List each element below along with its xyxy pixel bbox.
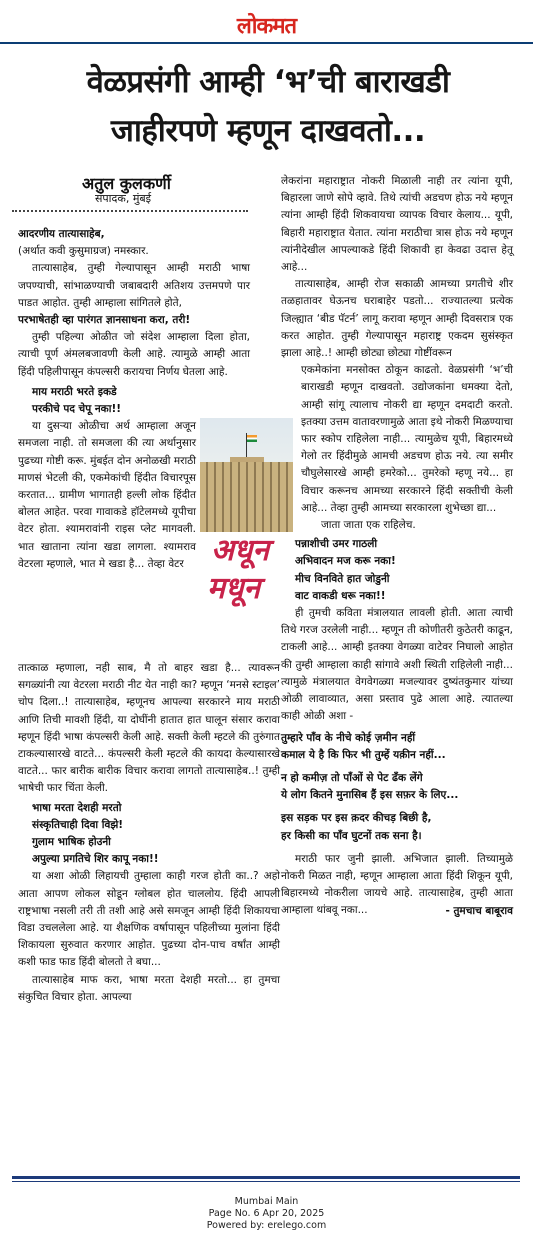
paragraph: तात्यासाहेब, तुम्ही गेल्यापासून आम्ही मराठी भाषा जपण्याची, सांभाळण्याची जबाबदारी अतिशय उत्तमपणे पार पाडत आहोत. तुम्ही आम्हाला सांगितले होते, xyxy=(18,262,250,309)
paragraph: एकमेकांना मनसोक्त ठोकून काढतो. वेळप्रसंगी ‘भ’ची बाराखडी म्हणून दाखवतो. उद्योजकांना धमक्या देतो, आम्ही सांगू त्यालाच नोकरी द्या म्हणून दमदाटी करतो. इतक्या उत्तम वातावरणामुळे आता इथे नोकरी मिळण्याचा फार स्कोप राहिलेला नाही... त्यामुळेच यूपी, बिहारमध्ये गेलो तर हिंदीमुळे आमची अडचण होऊ नये. त्या समीर चौघुलेसारखे आम्ही हमरेको... तुमरेको म्हणू नये... हा विचार करूनच आमच्या सरकारने हिंदी सक्तीची केली आहे... तेव्हा तुम्ही आमच्या सरकारला शुभेच्छा द्या... xyxy=(301,364,513,514)
article-column-right xyxy=(281,173,513,920)
poem-line: परकीचे पद चेपू नका!! xyxy=(32,403,122,416)
mantralaya-photo xyxy=(200,418,293,532)
verse-line: इस सड़क पर इस क़दर कीचड़ बिछी है, xyxy=(281,812,432,825)
edition-label: Mumbai Main xyxy=(234,1196,299,1207)
poem-line: मीच विनविते हात जोडुनी xyxy=(295,572,390,585)
poem-line: परभाषेतही व्हा पारंगत ज्ञानसाधना करा, तरी! xyxy=(18,314,191,327)
poem-line: अभिवादन मज करू नका! xyxy=(295,555,396,568)
paragraph: तात्यासाहेब, आम्ही रोज सकाळी आमच्या प्रगतीचे शीर तळहातावर घेऊनच घराबाहेर पडतो... राज्यातल्या प्रत्येक जिल्ह्यात ‘बीड पॅटर्न’ लागू करावा म्हणून आम्ही दिवसरात्र एक करत आहोत. तुम्ही गेल्यापासून महाराष्ट्र एकदम सुसंस्कृत झाला आहे..! आम्ही छोट्या छोट्या गोष्टींवरून xyxy=(281,278,513,360)
poem-line: पन्नाशीची उमर गाठली xyxy=(295,538,378,551)
paragraph: लेकरांना महाराष्ट्रात नोकरी मिळाली नाही तर त्यांना यूपी, बिहारला जाणे सोपे व्हावे. तिथे त्यांची अडचण होऊ नये म्हणून त्यांना आम्ही हिंदी शिकवायचा व्यापक विचार केलाय... यूपी, बिहारी महाराष्ट्रात येतात. त्यांना मराठीचा त्रास होऊ नये म्हणून त्यांनीदेखील आपल्याकडे हिंदी शिकावी हा केवढा उदात्त हेतू आहे... xyxy=(281,175,513,274)
lokmat-logo: लोकमत xyxy=(236,13,297,39)
poem-line: संस्कृतिचाही दिवा विझे! xyxy=(32,818,124,831)
footer xyxy=(0,1196,533,1232)
verse-line: तुम्हारे पाँव के नीचे कोई ज़मीन नहीं xyxy=(281,731,416,744)
hindi-verse-1 xyxy=(281,730,513,764)
masthead-rule xyxy=(0,41,533,45)
paragraph: या दुसऱ्या ओळीचा अर्थ आम्हाला अजून समजला नाही. तो समजला की त्या अर्थानुसार पुढच्या गोष्टी करू. मुंबईत दोन अनोळखी मराठी माणसं भेटली की, एकमेकांची हिंदीत विचारपूस करतात... ग्रामीण भागातही हल्ली लोक हिंदीत बोलत आहेत. परवा गावाकडे हॉटेलमध्ये यूपीचा वेटर होता. श्यामरावांनी राइस प्लेट मागवली. भात खाताना त्यांना खडा लागला. श्यामराव वेटरला म्हणाले, भात मे खडा है... तेव्हा वेटर xyxy=(18,420,196,570)
headline-line-2: जाहीरपणे म्हणून दाखवतो... xyxy=(110,113,426,149)
footer-rule xyxy=(12,1176,520,1179)
paragraph: मराठी फार जुनी झाली. अभिजात झाली. तिच्यामुळे नोकरी मिळत नाही, म्हणून आम्हाला आता हिंदी शिकून यूपी, बिहारमध्ये नोकरीला जायचे आहे. तात्यासाहेब, तुम्ही आता आम्हाला थांबवू नका... xyxy=(281,852,513,917)
paragraph: (अर्थात कवी कुसुमाग्रज) नमस्कार. xyxy=(18,245,149,258)
headline-line-1: वेळप्रसंगी आम्ही ‘भ’ची बाराखडी xyxy=(86,64,450,100)
paragraph: तुम्ही पहिल्या ओळीत जो संदेश आम्हाला दिला होता, त्याची पूर्ण अंमलबजावणी केली आहे. त्यामुळे आम्ही आता हिंदी पहिलीपासून कंपल्सरी करायचा निर्णय घेतला आहे. xyxy=(18,331,250,378)
poem-line: भाषा मरता देशही मरतो xyxy=(32,801,122,814)
author-role: संपादक, मुंबई xyxy=(95,192,152,205)
verse-line: ये लोग कितने मुनासिब हैं इस सफ़र के लिए... xyxy=(281,789,459,802)
paragraph: ही तुमची कविता मंत्रालयात लावली होती. आता त्याची तिथे गरज उरलेली नाही... म्हणून ती कोणीतरी कुठेतरी काढून, टाकली आहे... आम्ही इतक्या वेगळ्या वाटेवर निघालो आहोत की तुम्ही आम्हाला काही सांगावे अशी स्थिती राहिलेली नाही... त्यामुळे मंत्रालयात वेगवेगळ्या मजल्यावर दुष्यंतकुमार यांच्या ओळी लावाव्यात, असा प्रस्ताव पुढे आला आहे. त्यातल्या काही ओळी अशा - xyxy=(281,607,513,723)
paragraph: तात्काळ म्हणाला, नही साब, मै तो बाहर खडा है... त्यावरून सगळ्यांनी त्या वेटरला मराठी नीट येत नाही का? म्हणून ‘मनसे स्टाइल’ चोप दिला..! तात्यासाहेब, म्हणूनच आपल्या सरकारने माय मराठी आणि तिची मावशी हिंदी, या दोघींनी हातात हात घालून संसार करावा म्हणून हिंदी भाषा कंपल्सरी केली आहे. सक्ती केली म्हटले की तुरुंगात टाकल्यासारखे वाटते... कंपल्सरी केली म्हटले की कायदा केल्यासारखे वाटते... फार बारीक बारीक विचार करावा लागतो तात्यासाहेब..! तुम्ही भाषेची फार चिंता केली. xyxy=(18,662,280,795)
footer-rule-thin xyxy=(12,1181,520,1182)
flag-icon xyxy=(247,435,257,442)
signature: - तुमचाच बाबूराव xyxy=(445,904,513,917)
column-logo-line-1: अधून xyxy=(211,533,270,568)
verse-line: हर किसी का पाँव घुटनों तक सना है। xyxy=(281,829,422,842)
headline xyxy=(18,58,518,156)
paragraph: या अशा ओळी लिहायची तुम्हाला काही गरज होती का..? अहो आता आपण लोकल सोडून ग्लोबल होत चाललोय. हिंदी आपली राष्ट्रभाषा नसली तरी ती तशी आहे असे समजून आम्ही हिंदी शिकायचा विडा उचललेला आहे. या शैक्षणिक वर्षापासून पहिलीच्या मुलांना हिंदी शिकायला सुरुवात करणार आहोत. पुढच्या दोन-पाच वर्षांत आम्ही कशी फाड फाड हिंदी बोलतो ते बघा... xyxy=(18,870,280,969)
byline-divider xyxy=(12,210,248,212)
paragraph: जाता जाता एक राहिलेच. xyxy=(321,519,416,532)
article-column-left-bottom xyxy=(18,660,280,1006)
paragraph: तात्यासाहेब माफ करा, भाषा मरता देशही मरतो... हा तुमचा संकुचित विचार होता. आपल्या xyxy=(18,973,280,1003)
masthead xyxy=(0,10,533,40)
author-name: अतुल कुलकर्णी xyxy=(82,174,171,193)
column-logo-line-2: मधून xyxy=(207,571,261,606)
powered-by-label: Powered by: erelego.com xyxy=(206,1220,327,1231)
verse-line: कमाल ये है कि फिर भी तुम्हें यक़ीन नहीं... xyxy=(281,748,446,761)
poem-line: अपुल्या प्रगतिचे शिर कापू नका!! xyxy=(32,853,159,866)
hindi-verse-2 xyxy=(281,770,513,804)
hindi-verse-3 xyxy=(281,810,513,844)
poem-line: गुलाम भाषिक होउनी xyxy=(32,836,111,849)
salutation: आदरणीय तात्यासाहेब, xyxy=(18,228,105,240)
verse-line: न हो कमीज़ तो पाँओं से पेट ढँक लेंगे xyxy=(281,771,423,784)
column-logo xyxy=(205,532,293,660)
poem-line: माय मराठी भरते इकडे xyxy=(32,385,117,398)
page-date-label: Page No. 6 Apr 20, 2025 xyxy=(208,1208,325,1219)
poem-line: वाट वाकडी धरू नका!! xyxy=(295,589,386,602)
